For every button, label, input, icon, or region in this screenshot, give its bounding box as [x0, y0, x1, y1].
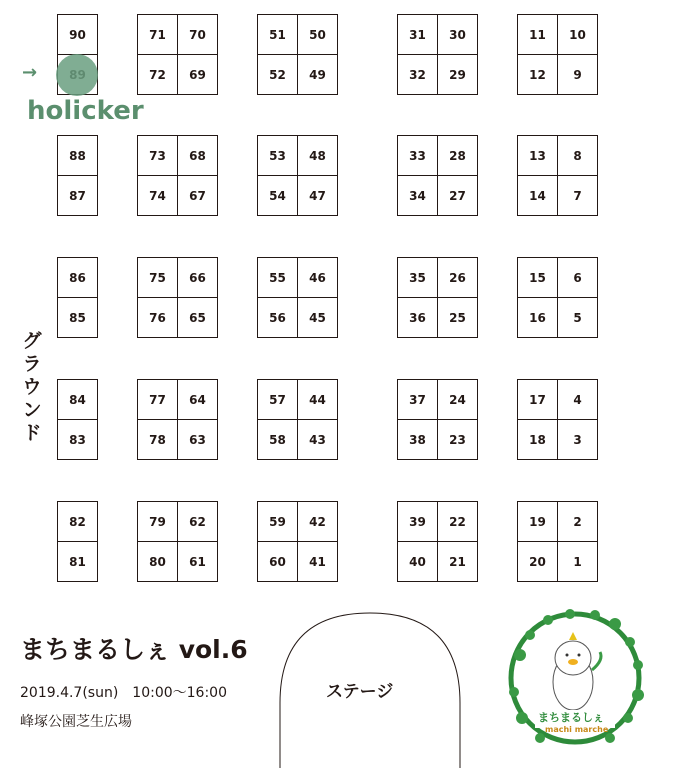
booth-cell: 54	[257, 175, 298, 216]
booth-cell: 73	[137, 135, 178, 176]
booth-cell: 74	[137, 175, 178, 216]
booth-cell: 20	[517, 541, 558, 582]
booth-cell: 69	[177, 54, 218, 95]
booth-cell: 58	[257, 419, 298, 460]
booth-cell: 25	[437, 297, 478, 338]
logo-text-en: machi marche	[545, 725, 609, 734]
booth-cell: 16	[517, 297, 558, 338]
booth-cell: 17	[517, 379, 558, 420]
booth-cell: 76	[137, 297, 178, 338]
booth-cell: 70	[177, 14, 218, 55]
booth-cell: 18	[517, 419, 558, 460]
booth-cell: 62	[177, 501, 218, 542]
booth-cell: 24	[437, 379, 478, 420]
booth-cell: 64	[177, 379, 218, 420]
booth-cell: 44	[297, 379, 338, 420]
booth-cell: 7	[557, 175, 598, 216]
booth-cell: 34	[397, 175, 438, 216]
booth-cell: 3	[557, 419, 598, 460]
booth-cell: 31	[397, 14, 438, 55]
booth-cell: 84	[57, 379, 98, 420]
booth-cell: 29	[437, 54, 478, 95]
booth-cell: 45	[297, 297, 338, 338]
booth-cell: 50	[297, 14, 338, 55]
stage-label: ステージ	[326, 682, 394, 702]
ground-char: ウ	[22, 376, 42, 398]
booth-cell: 59	[257, 501, 298, 542]
event-title: まちまるしぇ vol.6	[20, 635, 248, 664]
booth-cell: 90	[57, 14, 98, 55]
booth-cell: 36	[397, 297, 438, 338]
booth-cell: 30	[437, 14, 478, 55]
booth-cell: 43	[297, 419, 338, 460]
booth-cell: 53	[257, 135, 298, 176]
booth-cell: 23	[437, 419, 478, 460]
booth-cell: 81	[57, 541, 98, 582]
booth-cell: 5	[557, 297, 598, 338]
booth-cell: 51	[257, 14, 298, 55]
booth-cell: 12	[517, 54, 558, 95]
booth-cell: 1	[557, 541, 598, 582]
booth-cell: 9	[557, 54, 598, 95]
ground-char: ン	[22, 399, 42, 421]
booth-cell: 27	[437, 175, 478, 216]
booth-cell: 52	[257, 54, 298, 95]
booth-cell: 72	[137, 54, 178, 95]
holicker-label: holicker	[27, 96, 144, 126]
booth-cell: 85	[57, 297, 98, 338]
booth-cell: 55	[257, 257, 298, 298]
booth-cell: 87	[57, 175, 98, 216]
booth-cell: 38	[397, 419, 438, 460]
booth-cell: 33	[397, 135, 438, 176]
booth-cell: 80	[137, 541, 178, 582]
booth-cell: 39	[397, 501, 438, 542]
booth-cell: 77	[137, 379, 178, 420]
booth-cell: 67	[177, 175, 218, 216]
booth-cell: 6	[557, 257, 598, 298]
booth-cell: 37	[397, 379, 438, 420]
booth-cell: 47	[297, 175, 338, 216]
booth-cell: 57	[257, 379, 298, 420]
booth-cell: 13	[517, 135, 558, 176]
booth-cell: 8	[557, 135, 598, 176]
ground-char: ラ	[22, 353, 42, 375]
booth-cell: 42	[297, 501, 338, 542]
booth-cell: 48	[297, 135, 338, 176]
booth-cell: 86	[57, 257, 98, 298]
booth-cell: 75	[137, 257, 178, 298]
booth-cell: 22	[437, 501, 478, 542]
booth-cell: 49	[297, 54, 338, 95]
booth-cell: 10	[557, 14, 598, 55]
booth-cell: 26	[437, 257, 478, 298]
booth-cell: 61	[177, 541, 218, 582]
booth-cell: 68	[177, 135, 218, 176]
booth-cell: 78	[137, 419, 178, 460]
booth-cell: 66	[177, 257, 218, 298]
booth-cell: 56	[257, 297, 298, 338]
booth-cell: 28	[437, 135, 478, 176]
booth-cell: 35	[397, 257, 438, 298]
arrow-icon: →	[22, 62, 38, 83]
event-date: 2019.4.7(sun) 10:00〜16:00	[20, 685, 227, 701]
ground-label	[20, 330, 44, 445]
booth-cell: 19	[517, 501, 558, 542]
booth-cell: 88	[57, 135, 98, 176]
booth-cell: 82	[57, 501, 98, 542]
booth-cell: 83	[57, 419, 98, 460]
booth-cell: 21	[437, 541, 478, 582]
booth-cell: 4	[557, 379, 598, 420]
booth-cell: 79	[137, 501, 178, 542]
booth-cell: 14	[517, 175, 558, 216]
booth-cell: 60	[257, 541, 298, 582]
booth-cell: 46	[297, 257, 338, 298]
booth-cell: 40	[397, 541, 438, 582]
event-place: 峰塚公園芝生広場	[20, 714, 132, 730]
booth-cell: 71	[137, 14, 178, 55]
booth-cell: 65	[177, 297, 218, 338]
booth-cell: 11	[517, 14, 558, 55]
booth-cell: 2	[557, 501, 598, 542]
booth-cell: 15	[517, 257, 558, 298]
ground-char: グ	[22, 330, 42, 352]
booth-cell: 63	[177, 419, 218, 460]
ground-char: ド	[22, 422, 42, 444]
booth-cell: 32	[397, 54, 438, 95]
logo-text-jp: まちまるしぇ	[538, 711, 604, 724]
booth-cell: 41	[297, 541, 338, 582]
highlight-circle	[56, 54, 98, 96]
